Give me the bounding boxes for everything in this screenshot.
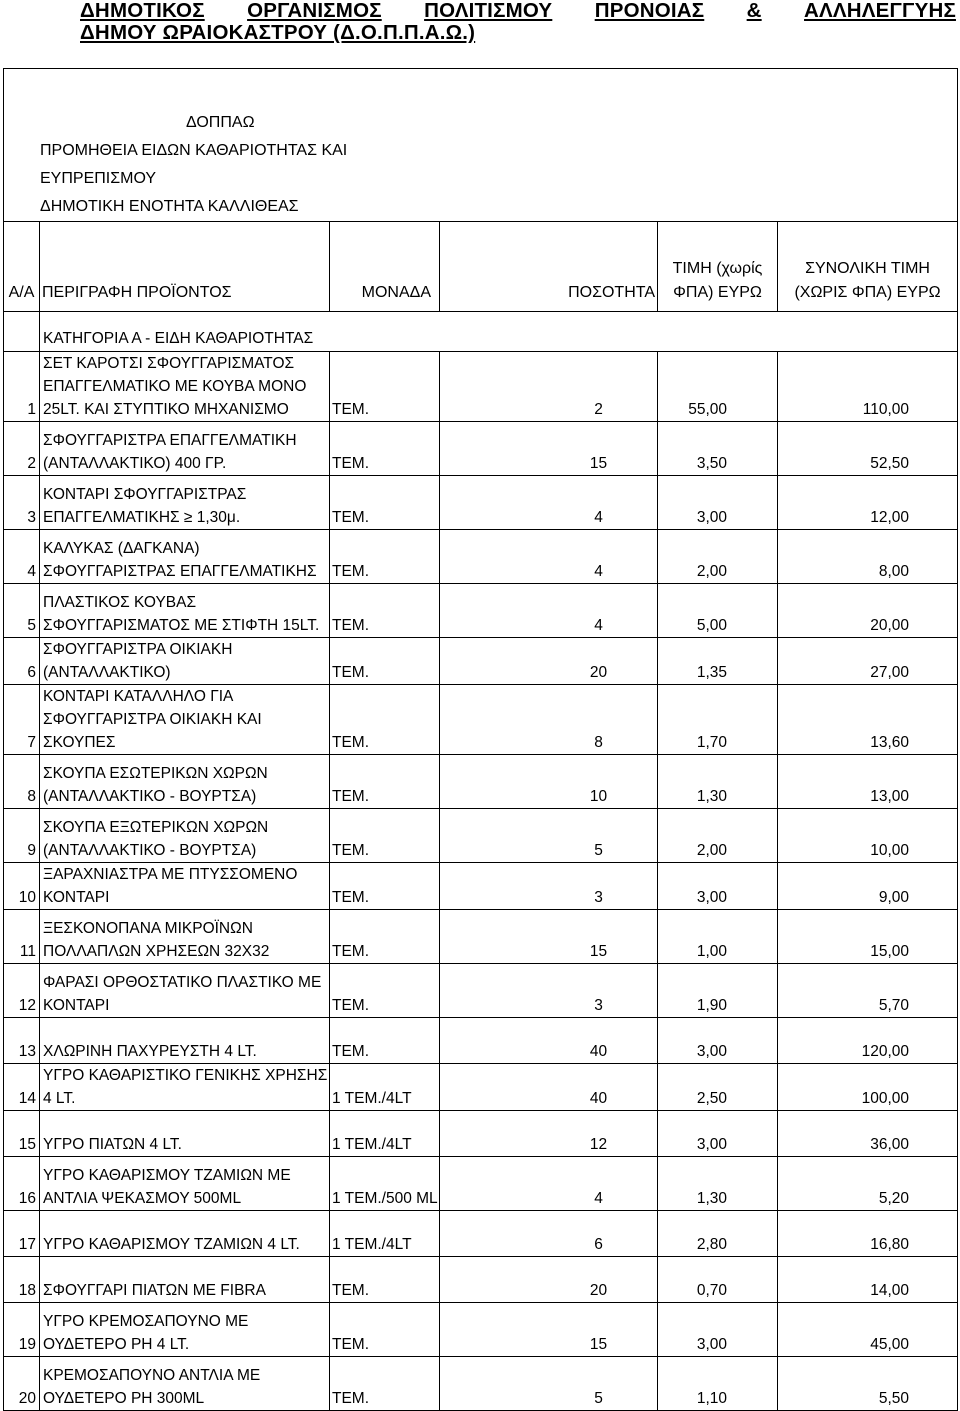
item-quantity: 5 bbox=[440, 1357, 658, 1411]
item-quantity: 20 bbox=[440, 638, 658, 685]
row-number: 11 bbox=[4, 910, 40, 964]
col-header-price: ΤΙΜΗ (χωρίς ΦΠΑ) ΕΥΡΩ bbox=[658, 222, 778, 312]
title-line-1 bbox=[80, 0, 956, 22]
item-unit-price: 1,35 bbox=[658, 638, 778, 685]
table-row bbox=[4, 1018, 958, 1064]
item-unit-price: 2,00 bbox=[658, 809, 778, 863]
document-title bbox=[80, 0, 956, 44]
row-number: 7 bbox=[4, 685, 40, 755]
item-unit-price: 55,00 bbox=[658, 352, 778, 422]
table-header-row bbox=[4, 222, 958, 312]
item-total: 5,70 bbox=[778, 964, 958, 1018]
items-table bbox=[3, 68, 958, 1411]
table-row bbox=[4, 685, 958, 755]
item-description: ΠΛΑΣΤΙΚΟΣ ΚΟΥΒΑΣ ΣΦΟΥΓΓΑΡΙΣΜΑΤΟΣ ΜΕ ΣΤΙΦΤΗ 15LT. bbox=[40, 584, 330, 638]
item-total: 45,00 bbox=[778, 1303, 958, 1357]
item-total: 5,50 bbox=[778, 1357, 958, 1411]
item-quantity: 3 bbox=[440, 964, 658, 1018]
table-row bbox=[4, 1111, 958, 1157]
row-number: 17 bbox=[4, 1211, 40, 1257]
table-row bbox=[4, 1357, 958, 1411]
item-description: ΥΓΡΟ ΚΑΘΑΡΙΣΜΟΥ ΤΖΑΜΙΩΝ 4 LT. bbox=[40, 1211, 330, 1257]
table-row bbox=[4, 863, 958, 910]
item-description: ΚΑΛΥΚΑΣ (ΔΑΓΚΑΝΑ) ΣΦΟΥΓΓΑΡΙΣΤΡΑΣ ΕΠΑΓΓΕΛΜΑΤΙΚΗΣ bbox=[40, 530, 330, 584]
col-header-unit: ΜΟΝΑΔΑ bbox=[330, 222, 440, 312]
table-row bbox=[4, 352, 958, 422]
item-total: 12,00 bbox=[778, 476, 958, 530]
row-number: 15 bbox=[4, 1111, 40, 1157]
doc-info bbox=[4, 69, 957, 221]
item-unit-price: 3,00 bbox=[658, 1111, 778, 1157]
table-row bbox=[4, 584, 958, 638]
item-unit-price: 1,30 bbox=[658, 755, 778, 809]
item-quantity: 3 bbox=[440, 863, 658, 910]
title-word: ΑΛΛΗΛΕΓΓΥΗΣ bbox=[804, 0, 956, 22]
row-number: 13 bbox=[4, 1018, 40, 1064]
title-word: ΔΗΜΟΤΙΚΟΣ bbox=[80, 0, 205, 22]
item-unit: 1 ΤΕΜ./4LT bbox=[330, 1064, 440, 1111]
item-unit-price: 2,50 bbox=[658, 1064, 778, 1111]
table-row bbox=[4, 530, 958, 584]
item-unit: ΤΕΜ. bbox=[330, 1357, 440, 1411]
item-quantity: 20 bbox=[440, 1257, 658, 1303]
item-unit: ΤΕΜ. bbox=[330, 422, 440, 476]
table-row bbox=[4, 1064, 958, 1111]
item-description: ΣΦΟΥΓΓΑΡΙΣΤΡΑ ΟΙΚΙΑΚΗ (ΑΝΤΑΛΛΑΚΤΙΚΟ) bbox=[40, 638, 330, 685]
table-row bbox=[4, 755, 958, 809]
item-unit: ΤΕΜ. bbox=[330, 685, 440, 755]
item-unit-price: 2,00 bbox=[658, 530, 778, 584]
item-total: 10,00 bbox=[778, 809, 958, 863]
row-number: 12 bbox=[4, 964, 40, 1018]
item-unit: ΤΕΜ. bbox=[330, 1018, 440, 1064]
item-description: ΣΚΟΥΠΑ ΕΞΩΤΕΡΙΚΩΝ ΧΩΡΩΝ (ΑΝΤΑΛΛΑΚΤΙΚΟ - ΒΟΥΡΤΣΑ) bbox=[40, 809, 330, 863]
item-description: ΦΑΡΑΣΙ ΟΡΘΟΣΤΑΤΙΚΟ ΠΛΑΣΤΙΚΟ ΜΕ ΚΟΝΤΑΡΙ bbox=[40, 964, 330, 1018]
item-unit-price: 1,90 bbox=[658, 964, 778, 1018]
title-word: ΠΟΛΙΤΙΣΜΟΥ bbox=[424, 0, 553, 22]
item-description: ΞΕΣΚΟΝΟΠΑΝΑ ΜΙΚΡΟΪΝΩΝ ΠΟΛΛΑΠΛΩΝ ΧΡΗΣΕΩΝ 32Χ32 bbox=[40, 910, 330, 964]
table-row bbox=[4, 910, 958, 964]
col-header-total: ΣΥΝΟΛΙΚΗ ΤΙΜΗ (ΧΩΡΙΣ ΦΠΑ) ΕΥΡΩ bbox=[778, 222, 958, 312]
row-number: 10 bbox=[4, 863, 40, 910]
row-number: 14 bbox=[4, 1064, 40, 1111]
item-total: 15,00 bbox=[778, 910, 958, 964]
item-unit-price: 1,00 bbox=[658, 910, 778, 964]
table-row bbox=[4, 1157, 958, 1211]
table-row bbox=[4, 422, 958, 476]
row-number: 2 bbox=[4, 422, 40, 476]
item-description: ΥΓΡΟ ΚΑΘΑΡΙΣΤΙΚΟ ΓΕΝΙΚΗΣ ΧΡΗΣΗΣ 4 LT. bbox=[40, 1064, 330, 1111]
item-total: 5,20 bbox=[778, 1157, 958, 1211]
title-word: & bbox=[746, 0, 762, 22]
item-total: 14,00 bbox=[778, 1257, 958, 1303]
item-unit: ΤΕΜ. bbox=[330, 910, 440, 964]
row-number: 3 bbox=[4, 476, 40, 530]
item-unit-price: 0,70 bbox=[658, 1257, 778, 1303]
row-number: 6 bbox=[4, 638, 40, 685]
items-table-frame bbox=[3, 68, 957, 1408]
item-quantity: 6 bbox=[440, 1211, 658, 1257]
item-unit: ΤΕΜ. bbox=[330, 1257, 440, 1303]
row-number: 20 bbox=[4, 1357, 40, 1411]
item-description: ΚΡΕΜΟΣΑΠΟΥΝΟ ΑΝΤΛΙΑ ΜΕ ΟΥΔΕΤΕΡΟ PH 300ML bbox=[40, 1357, 330, 1411]
item-unit-price: 1,70 bbox=[658, 685, 778, 755]
item-unit: ΤΕΜ. bbox=[330, 476, 440, 530]
table-row bbox=[4, 638, 958, 685]
row-number: 8 bbox=[4, 755, 40, 809]
table-row bbox=[4, 1257, 958, 1303]
item-quantity: 40 bbox=[440, 1018, 658, 1064]
col-header-aa: Α/Α bbox=[4, 222, 40, 312]
item-quantity: 2 bbox=[440, 352, 658, 422]
municipal-unit: ΔΗΜΟΤΙΚΗ ΕΝΟΤΗΤΑ ΚΑΛΛΙΘΕΑΣ bbox=[40, 198, 299, 215]
row-number: 4 bbox=[4, 530, 40, 584]
item-unit: ΤΕΜ. bbox=[330, 530, 440, 584]
item-unit: ΤΕΜ. bbox=[330, 638, 440, 685]
item-unit: ΤΕΜ. bbox=[330, 755, 440, 809]
item-unit-price: 3,00 bbox=[658, 863, 778, 910]
org-name: ΔΟΠΠΑΩ bbox=[186, 114, 255, 131]
title-line-2: ΔΗΜΟΥ ΩΡΑΙΟΚΑΣΤΡΟΥ (Δ.Ο.Π.Π.Α.Ω.) bbox=[80, 21, 476, 44]
item-quantity: 12 bbox=[440, 1111, 658, 1157]
item-total: 16,80 bbox=[778, 1211, 958, 1257]
item-unit-price: 1,10 bbox=[658, 1357, 778, 1411]
item-quantity: 4 bbox=[440, 530, 658, 584]
item-quantity: 15 bbox=[440, 1303, 658, 1357]
row-number: 18 bbox=[4, 1257, 40, 1303]
table-row bbox=[4, 1211, 958, 1257]
item-unit-price: 3,50 bbox=[658, 422, 778, 476]
item-quantity: 40 bbox=[440, 1064, 658, 1111]
title-word: ΠΡΟΝΟΙΑΣ bbox=[594, 0, 705, 22]
row-number: 19 bbox=[4, 1303, 40, 1357]
item-description: ΚΟΝΤΑΡΙ ΣΦΟΥΓΓΑΡΙΣΤΡΑΣ ΕΠΑΓΓΕΛΜΑΤΙΚΗΣ ≥ 1,30μ. bbox=[40, 476, 330, 530]
item-total: 13,00 bbox=[778, 755, 958, 809]
item-total: 120,00 bbox=[778, 1018, 958, 1064]
item-total: 8,00 bbox=[778, 530, 958, 584]
item-total: 52,50 bbox=[778, 422, 958, 476]
item-unit-price: 3,00 bbox=[658, 1303, 778, 1357]
item-total: 20,00 bbox=[778, 584, 958, 638]
item-quantity: 8 bbox=[440, 685, 658, 755]
item-unit-price: 5,00 bbox=[658, 584, 778, 638]
item-description: ΣΦΟΥΓΓΑΡΙ ΠΙΑΤΩΝ ΜΕ FIBRA bbox=[40, 1257, 330, 1303]
item-description: ΚΟΝΤΑΡΙ ΚΑΤΑΛΛΗΛΟ ΓΙΑ ΣΦΟΥΓΓΑΡΙΣΤΡΑ ΟΙΚΙΑΚΗ ΚΑΙ ΣΚΟΥΠΕΣ bbox=[40, 685, 330, 755]
col-header-description: ΠΕΡΙΓΡΑΦΗ ΠΡΟΪΟΝΤΟΣ bbox=[40, 222, 330, 312]
item-description: ΣΦΟΥΓΓΑΡΙΣΤΡΑ ΕΠΑΓΓΕΛΜΑΤΙΚΗ (ΑΝΤΑΛΛΑΚΤΙΚΟ) 400 ΓΡ. bbox=[40, 422, 330, 476]
item-quantity: 4 bbox=[440, 1157, 658, 1211]
item-unit: ΤΕΜ. bbox=[330, 352, 440, 422]
item-quantity: 10 bbox=[440, 755, 658, 809]
item-description: ΣΚΟΥΠΑ ΕΣΩΤΕΡΙΚΩΝ ΧΩΡΩΝ (ΑΝΤΑΛΛΑΚΤΙΚΟ - ΒΟΥΡΤΣΑ) bbox=[40, 755, 330, 809]
item-total: 36,00 bbox=[778, 1111, 958, 1157]
item-unit-price: 3,00 bbox=[658, 1018, 778, 1064]
item-unit: ΤΕΜ. bbox=[330, 809, 440, 863]
item-quantity: 4 bbox=[440, 476, 658, 530]
item-total: 9,00 bbox=[778, 863, 958, 910]
item-unit: ΤΕΜ. bbox=[330, 584, 440, 638]
item-unit: ΤΕΜ. bbox=[330, 863, 440, 910]
item-quantity: 4 bbox=[440, 584, 658, 638]
item-description: ΥΓΡΟ ΚΡΕΜΟΣΑΠΟΥΝΟ ΜΕ ΟΥΔΕΤΕΡΟ PH 4 LT. bbox=[40, 1303, 330, 1357]
table-row bbox=[4, 809, 958, 863]
item-total: 27,00 bbox=[778, 638, 958, 685]
item-unit-price: 2,80 bbox=[658, 1211, 778, 1257]
item-total: 13,60 bbox=[778, 685, 958, 755]
row-number: 16 bbox=[4, 1157, 40, 1211]
item-unit: 1 ΤΕΜ./4LT bbox=[330, 1111, 440, 1157]
category-label: ΚΑΤΗΓΟΡΙΑ Α - ΕΙΔΗ ΚΑΘΑΡΙΟΤΗΤΑΣ bbox=[40, 312, 958, 352]
col-header-quantity: ΠΟΣΟΤΗΤΑ bbox=[440, 222, 658, 312]
title-word: ΟΡΓΑΝΙΣΜΟΣ bbox=[247, 0, 382, 22]
doc-info-row bbox=[4, 69, 958, 222]
item-total: 100,00 bbox=[778, 1064, 958, 1111]
item-unit: ΤΕΜ. bbox=[330, 1303, 440, 1357]
row-number: 5 bbox=[4, 584, 40, 638]
item-description: ΥΓΡΟ ΠΙΑΤΩΝ 4 LT. bbox=[40, 1111, 330, 1157]
item-unit-price: 3,00 bbox=[658, 476, 778, 530]
item-description: ΣΕΤ ΚΑΡΟΤΣΙ ΣΦΟΥΓΓΑΡΙΣΜΑΤΟΣ ΕΠΑΓΓΕΛΜΑΤΙΚΟ ΜΕ ΚΟΥΒΑ ΜΟΝΟ 25LT. ΚΑΙ ΣΤΥΠΤΙΚΟ ΜΗΧΑΝΙΣΜΟ bbox=[40, 352, 330, 422]
item-unit: ΤΕΜ. bbox=[330, 964, 440, 1018]
row-number: 1 bbox=[4, 352, 40, 422]
item-unit: 1 ΤΕΜ./4LT bbox=[330, 1211, 440, 1257]
table-row bbox=[4, 476, 958, 530]
row-number: 9 bbox=[4, 809, 40, 863]
item-total: 110,00 bbox=[778, 352, 958, 422]
item-unit-price: 1,30 bbox=[658, 1157, 778, 1211]
item-quantity: 15 bbox=[440, 422, 658, 476]
item-quantity: 5 bbox=[440, 809, 658, 863]
procurement-subject: ΠΡΟΜΗΘΕΙΑ ΕΙΔΩΝ ΚΑΘΑΡΙΟΤΗΤΑΣ ΚΑΙ ΕΥΠΡΕΠΙΣΜΟΥ bbox=[40, 142, 348, 187]
item-description: ΥΓΡΟ ΚΑΘΑΡΙΣΜΟΥ ΤΖΑΜΙΩΝ ΜΕ ΑΝΤΛΙΑ ΨΕΚΑΣΜΟΥ 500ML bbox=[40, 1157, 330, 1211]
item-description: ΧΛΩΡΙΝΗ ΠΑΧΥΡΕΥΣΤΗ 4 LT. bbox=[40, 1018, 330, 1064]
item-unit: 1 ΤΕΜ./500 ML bbox=[330, 1157, 440, 1211]
table-row bbox=[4, 1303, 958, 1357]
item-description: ΞΑΡΑΧΝΙΑΣΤΡΑ ΜΕ ΠΤΥΣΣΟΜΕΝΟ ΚΟΝΤΑΡΙ bbox=[40, 863, 330, 910]
item-quantity: 15 bbox=[440, 910, 658, 964]
table-row bbox=[4, 964, 958, 1018]
category-row bbox=[4, 312, 958, 352]
